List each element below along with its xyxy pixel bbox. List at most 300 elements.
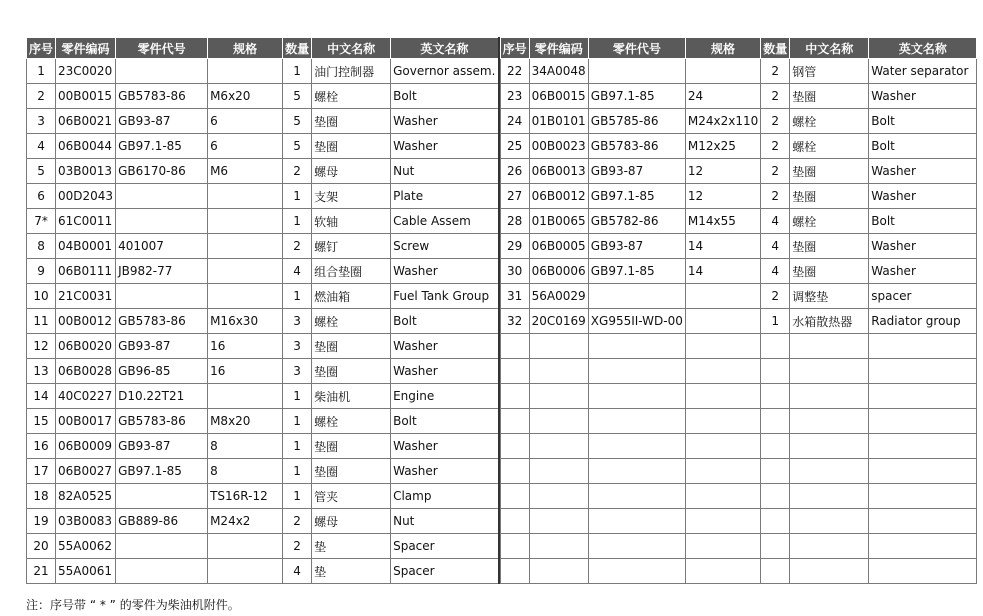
table-row	[27, 134, 499, 159]
cell-qty: 3	[283, 359, 312, 384]
cell-index: 28	[500, 209, 529, 234]
col-header-cn-name: 中文名称	[312, 38, 391, 59]
cell-spec	[208, 534, 283, 559]
cell-index: 10	[27, 284, 56, 309]
cell-index	[500, 384, 529, 409]
cell-index: 8	[27, 234, 56, 259]
cell-qty: 5	[283, 134, 312, 159]
cell-cn-name: 垫圈	[790, 234, 869, 259]
table-row	[27, 109, 499, 134]
cell-index: 11	[27, 309, 56, 334]
cell-qty: 4	[761, 209, 790, 234]
cell-cn-name: 调整垫	[790, 284, 869, 309]
table-row	[500, 284, 977, 309]
cell-index: 6	[27, 184, 56, 209]
cell-index	[500, 534, 529, 559]
cell-part-number: GB93-87	[116, 109, 208, 134]
cell-qty: 1	[283, 284, 312, 309]
cell-part-code: 06B0006	[529, 259, 588, 284]
cell-part-number: GB889-86	[116, 509, 208, 534]
cell-part-code	[529, 484, 588, 509]
cell-qty: 1	[283, 209, 312, 234]
cell-qty: 5	[283, 84, 312, 109]
cell-qty: 2	[761, 159, 790, 184]
cell-cn-name: 垫圈	[312, 359, 391, 384]
col-header-index: 序号	[500, 38, 529, 59]
cell-part-number	[588, 534, 685, 559]
table-row	[27, 484, 499, 509]
cell-index: 1	[27, 59, 56, 84]
cell-qty: 4	[283, 559, 312, 584]
table-row	[27, 384, 499, 409]
cell-spec: M24x2x110	[685, 109, 760, 134]
cell-spec: TS16R-12	[208, 484, 283, 509]
cell-part-code: 00D2043	[56, 184, 116, 209]
cell-part-code: 01B0065	[529, 209, 588, 234]
cell-index	[500, 459, 529, 484]
cell-part-number	[588, 509, 685, 534]
cell-qty: 2	[761, 184, 790, 209]
table-row	[500, 159, 977, 184]
cell-en-name: Fuel Tank Group	[391, 284, 499, 309]
cell-cn-name: 垫圈	[312, 434, 391, 459]
cell-en-name	[869, 534, 977, 559]
cell-cn-name: 水箱散热器	[790, 309, 869, 334]
cell-qty	[761, 434, 790, 459]
cell-en-name	[869, 459, 977, 484]
cell-en-name: Spacer	[391, 559, 499, 584]
col-header-qty: 数量	[761, 38, 790, 59]
cell-part-number: GB93-87	[588, 159, 685, 184]
cell-part-code: 20C0169	[529, 309, 588, 334]
cell-qty: 2	[283, 159, 312, 184]
table-row	[500, 534, 977, 559]
cell-part-number: GB5783-86	[588, 134, 685, 159]
cell-part-number	[588, 409, 685, 434]
cell-spec: M12x25	[685, 134, 760, 159]
cell-index: 15	[27, 409, 56, 434]
cell-part-code	[529, 384, 588, 409]
table-row	[500, 184, 977, 209]
col-header-spec: 规格	[208, 38, 283, 59]
cell-index: 30	[500, 259, 529, 284]
cell-en-name: Washer	[869, 184, 977, 209]
table-row	[500, 359, 977, 384]
cell-cn-name: 垫圈	[790, 184, 869, 209]
cell-part-number: GB97.1-85	[588, 184, 685, 209]
cell-spec: 24	[685, 84, 760, 109]
col-header-part-code: 零件编码	[529, 38, 588, 59]
cell-part-number	[588, 484, 685, 509]
cell-index: 18	[27, 484, 56, 509]
cell-spec: M24x2	[208, 509, 283, 534]
cell-part-code: 00B0015	[56, 84, 116, 109]
table-row	[27, 234, 499, 259]
col-header-en-name: 英文名称	[869, 38, 977, 59]
cell-index: 9	[27, 259, 56, 284]
cell-part-code: 82A0525	[56, 484, 116, 509]
cell-qty: 1	[761, 309, 790, 334]
cell-cn-name: 垫圈	[312, 334, 391, 359]
table-row	[500, 234, 977, 259]
cell-part-code: 55A0061	[56, 559, 116, 584]
table-row	[500, 559, 977, 584]
cell-qty: 5	[283, 109, 312, 134]
table-row	[500, 484, 977, 509]
cell-part-number: GB6170-86	[116, 159, 208, 184]
cell-part-number: GB97.1-85	[588, 259, 685, 284]
cell-cn-name	[790, 559, 869, 584]
cell-qty: 2	[761, 284, 790, 309]
cell-en-name: Water separator	[869, 59, 977, 84]
cell-spec: 8	[208, 459, 283, 484]
cell-cn-name: 组合垫圈	[312, 259, 391, 284]
cell-part-code: 00B0012	[56, 309, 116, 334]
cell-spec	[208, 284, 283, 309]
cell-cn-name: 软轴	[312, 209, 391, 234]
cell-qty: 1	[283, 59, 312, 84]
cell-index: 12	[27, 334, 56, 359]
cell-en-name: Washer	[869, 259, 977, 284]
cell-index: 17	[27, 459, 56, 484]
cell-cn-name	[790, 359, 869, 384]
cell-index: 7*	[27, 209, 56, 234]
cell-spec	[208, 59, 283, 84]
table-row	[27, 509, 499, 534]
cell-part-number: GB5783-86	[116, 409, 208, 434]
cell-part-number: D10.22T21	[116, 384, 208, 409]
cell-index: 3	[27, 109, 56, 134]
cell-part-code: 06B0028	[56, 359, 116, 384]
cell-spec	[685, 284, 760, 309]
cell-qty	[761, 459, 790, 484]
cell-index: 25	[500, 134, 529, 159]
cell-en-name: Spacer	[391, 534, 499, 559]
table-row	[27, 184, 499, 209]
cell-spec: 16	[208, 359, 283, 384]
cell-part-code: 04B0001	[56, 234, 116, 259]
header-row	[27, 38, 499, 59]
cell-cn-name: 垫	[312, 559, 391, 584]
cell-en-name: Washer	[391, 334, 499, 359]
cell-spec	[685, 459, 760, 484]
cell-en-name: Bolt	[869, 109, 977, 134]
cell-cn-name: 垫圈	[312, 109, 391, 134]
table-row	[27, 459, 499, 484]
cell-spec	[685, 334, 760, 359]
cell-index: 16	[27, 434, 56, 459]
cell-part-number: GB97.1-85	[116, 134, 208, 159]
cell-index: 27	[500, 184, 529, 209]
cell-spec	[208, 559, 283, 584]
cell-part-code	[529, 509, 588, 534]
cell-part-number: GB97.1-85	[588, 84, 685, 109]
cell-part-number: GB97.1-85	[116, 459, 208, 484]
cell-en-name	[869, 434, 977, 459]
cell-part-number: GB5783-86	[116, 84, 208, 109]
cell-part-number: GB93-87	[588, 234, 685, 259]
col-header-part-number: 零件代号	[116, 38, 208, 59]
table-row	[27, 159, 499, 184]
cell-cn-name: 螺栓	[312, 309, 391, 334]
cell-cn-name: 油门控制器	[312, 59, 391, 84]
cell-spec	[208, 259, 283, 284]
cell-spec	[685, 59, 760, 84]
cell-index: 24	[500, 109, 529, 134]
cell-cn-name: 支架	[312, 184, 391, 209]
cell-part-code: 34A0048	[529, 59, 588, 84]
cell-qty: 2	[761, 59, 790, 84]
cell-qty	[761, 559, 790, 584]
table-row	[27, 559, 499, 584]
cell-en-name: Washer	[391, 434, 499, 459]
cell-spec	[685, 409, 760, 434]
cell-part-code	[529, 534, 588, 559]
cell-qty: 2	[761, 109, 790, 134]
cell-part-number: GB5782-86	[588, 209, 685, 234]
cell-part-code: 03B0013	[56, 159, 116, 184]
cell-cn-name: 垫	[312, 534, 391, 559]
col-header-spec: 规格	[685, 38, 760, 59]
cell-en-name: Washer	[391, 359, 499, 384]
cell-spec: 12	[685, 159, 760, 184]
cell-spec	[685, 509, 760, 534]
cell-spec	[208, 234, 283, 259]
table-row	[500, 109, 977, 134]
cell-en-name: Washer	[391, 259, 499, 284]
cell-index: 4	[27, 134, 56, 159]
cell-en-name: Washer	[391, 134, 499, 159]
cell-qty: 1	[283, 434, 312, 459]
cell-part-number: GB5785-86	[588, 109, 685, 134]
cell-index	[500, 484, 529, 509]
table-row	[27, 209, 499, 234]
cell-en-name	[869, 359, 977, 384]
cell-en-name: Bolt	[869, 134, 977, 159]
table-row	[500, 334, 977, 359]
cell-part-number	[116, 284, 208, 309]
cell-en-name	[869, 409, 977, 434]
cell-index	[500, 434, 529, 459]
cell-part-number	[588, 384, 685, 409]
cell-cn-name: 垫圈	[312, 134, 391, 159]
cell-part-code: 55A0062	[56, 534, 116, 559]
cell-cn-name: 螺栓	[790, 209, 869, 234]
cell-index: 13	[27, 359, 56, 384]
cell-part-code: 06B0044	[56, 134, 116, 159]
table-row	[500, 84, 977, 109]
cell-spec	[208, 184, 283, 209]
cell-part-number	[116, 59, 208, 84]
cell-qty	[761, 334, 790, 359]
cell-part-code	[529, 359, 588, 384]
cell-part-number	[116, 534, 208, 559]
cell-part-number	[588, 559, 685, 584]
cell-cn-name: 螺栓	[790, 109, 869, 134]
cell-en-name: Bolt	[869, 209, 977, 234]
cell-spec: M14x55	[685, 209, 760, 234]
cell-en-name: Plate	[391, 184, 499, 209]
cell-en-name: Nut	[391, 159, 499, 184]
cell-spec	[685, 359, 760, 384]
cell-qty: 1	[283, 409, 312, 434]
cell-part-number: GB96-85	[116, 359, 208, 384]
cell-cn-name	[790, 434, 869, 459]
cell-index: 31	[500, 284, 529, 309]
cell-qty: 2	[761, 134, 790, 159]
cell-cn-name: 管夹	[312, 484, 391, 509]
cell-part-number	[588, 434, 685, 459]
cell-qty	[761, 534, 790, 559]
cell-part-number	[588, 459, 685, 484]
cell-cn-name: 垫圈	[312, 459, 391, 484]
table-row	[500, 509, 977, 534]
header-row	[500, 38, 977, 59]
cell-index: 2	[27, 84, 56, 109]
cell-en-name: Nut	[391, 509, 499, 534]
cell-spec: M16x30	[208, 309, 283, 334]
cell-part-code: 00B0023	[529, 134, 588, 159]
cell-qty: 1	[283, 459, 312, 484]
cell-cn-name: 垫圈	[790, 259, 869, 284]
cell-index	[500, 509, 529, 534]
cell-spec	[208, 209, 283, 234]
cell-cn-name: 燃油箱	[312, 284, 391, 309]
cell-spec	[685, 559, 760, 584]
cell-part-code: 06B0020	[56, 334, 116, 359]
cell-part-code: 06B0027	[56, 459, 116, 484]
cell-qty: 2	[761, 84, 790, 109]
cell-en-name: spacer	[869, 284, 977, 309]
cell-part-code: 06B0009	[56, 434, 116, 459]
cell-cn-name: 螺栓	[312, 84, 391, 109]
cell-index: 22	[500, 59, 529, 84]
cell-spec: 14	[685, 234, 760, 259]
cell-spec: M6x20	[208, 84, 283, 109]
cell-part-number: JB982-77	[116, 259, 208, 284]
cell-part-code: 40C0227	[56, 384, 116, 409]
parts-list	[26, 37, 977, 584]
table-row	[27, 534, 499, 559]
cell-index	[500, 559, 529, 584]
cell-en-name: Radiator group	[869, 309, 977, 334]
footnote: 注：序号带 “ * ” 的零件为柴油机附件。	[26, 598, 240, 612]
cell-qty: 1	[283, 384, 312, 409]
table-row	[500, 259, 977, 284]
col-header-qty: 数量	[283, 38, 312, 59]
cell-spec	[685, 434, 760, 459]
cell-part-number: XG955II-WD-00	[588, 309, 685, 334]
cell-en-name: Washer	[869, 84, 977, 109]
table-row	[500, 134, 977, 159]
cell-part-number	[588, 59, 685, 84]
col-header-cn-name: 中文名称	[790, 38, 869, 59]
cell-index	[500, 334, 529, 359]
table-row	[27, 309, 499, 334]
cell-cn-name	[790, 384, 869, 409]
cell-part-code: 01B0101	[529, 109, 588, 134]
cell-cn-name: 螺母	[312, 159, 391, 184]
cell-part-code: 06B0013	[529, 159, 588, 184]
cell-qty	[761, 509, 790, 534]
cell-part-number	[116, 484, 208, 509]
table-row	[27, 409, 499, 434]
cell-part-code: 06B0012	[529, 184, 588, 209]
cell-spec: 14	[685, 259, 760, 284]
cell-index: 32	[500, 309, 529, 334]
cell-en-name: Cable Assem	[391, 209, 499, 234]
cell-qty	[761, 484, 790, 509]
cell-qty: 4	[761, 234, 790, 259]
cell-en-name	[869, 509, 977, 534]
cell-part-code: 06B0005	[529, 234, 588, 259]
cell-spec: 8	[208, 434, 283, 459]
cell-part-number	[116, 209, 208, 234]
cell-qty: 3	[283, 334, 312, 359]
cell-en-name: Governor assem.	[391, 59, 499, 84]
cell-part-code: 56A0029	[529, 284, 588, 309]
cell-qty: 4	[761, 259, 790, 284]
cell-index: 19	[27, 509, 56, 534]
cell-cn-name: 螺母	[312, 509, 391, 534]
cell-index: 5	[27, 159, 56, 184]
cell-qty	[761, 409, 790, 434]
table-row	[27, 334, 499, 359]
col-header-part-code: 零件编码	[56, 38, 116, 59]
cell-part-number: GB5783-86	[116, 309, 208, 334]
cell-en-name: Washer	[869, 159, 977, 184]
cell-spec: 12	[685, 184, 760, 209]
cell-spec	[685, 484, 760, 509]
cell-part-number: GB93-87	[116, 434, 208, 459]
cell-qty: 2	[283, 534, 312, 559]
table-row	[27, 84, 499, 109]
cell-qty: 1	[283, 184, 312, 209]
table-row	[500, 409, 977, 434]
table-row	[500, 459, 977, 484]
cell-part-code: 00B0017	[56, 409, 116, 434]
table-row	[27, 259, 499, 284]
cell-cn-name: 垫圈	[790, 84, 869, 109]
cell-spec	[208, 384, 283, 409]
cell-spec: 16	[208, 334, 283, 359]
cell-cn-name: 螺栓	[790, 134, 869, 159]
cell-en-name: Washer	[869, 234, 977, 259]
cell-part-number	[588, 284, 685, 309]
table-row	[500, 209, 977, 234]
cell-spec: M6	[208, 159, 283, 184]
cell-index	[500, 409, 529, 434]
cell-spec: 6	[208, 134, 283, 159]
cell-en-name: Clamp	[391, 484, 499, 509]
cell-qty: 2	[283, 234, 312, 259]
cell-spec	[685, 534, 760, 559]
cell-spec: 6	[208, 109, 283, 134]
cell-part-code	[529, 434, 588, 459]
parts-table-right	[500, 37, 978, 584]
cell-cn-name: 垫圈	[790, 159, 869, 184]
cell-qty: 1	[283, 484, 312, 509]
cell-cn-name: 螺钉	[312, 234, 391, 259]
cell-part-code	[529, 334, 588, 359]
cell-part-code	[529, 559, 588, 584]
cell-part-number	[588, 359, 685, 384]
cell-qty: 3	[283, 309, 312, 334]
col-header-part-number: 零件代号	[588, 38, 685, 59]
cell-cn-name	[790, 484, 869, 509]
col-header-index: 序号	[27, 38, 56, 59]
cell-part-number: 401007	[116, 234, 208, 259]
